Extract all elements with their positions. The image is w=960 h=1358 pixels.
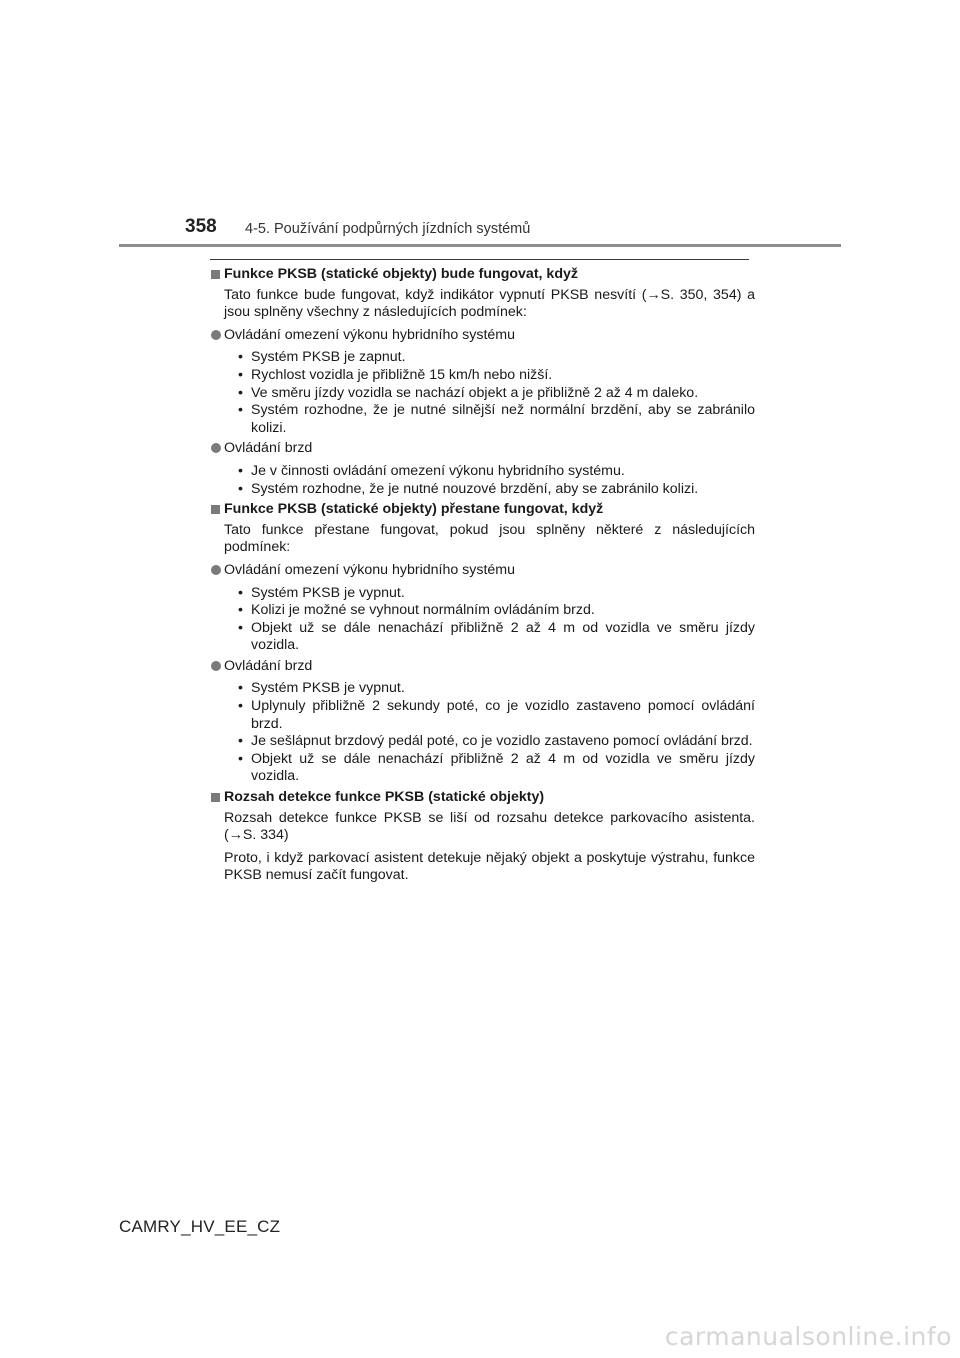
bullet-icon: • <box>238 750 243 767</box>
bullet-list <box>210 680 755 786</box>
circle-icon <box>211 661 221 671</box>
section <box>210 266 755 498</box>
subsection-title-text: Ovládání brzd <box>224 440 313 457</box>
list-item-text: Objekt už se dále nenachází přibližně 2 až 4 m od vozidla ve směru jízdy vozidla. <box>251 750 755 785</box>
header-divider <box>119 244 841 247</box>
bullet-icon: • <box>238 733 243 750</box>
footer-code: CAMRY_HV_EE_CZ <box>119 1217 281 1236</box>
bullet-icon: • <box>238 619 243 636</box>
list-item <box>238 733 755 751</box>
paragraph: Rozsah detekce funkce PKSB se liší od rozsahu detekce parkovacího asistenta. (→S. 334) <box>224 809 755 844</box>
list-item-text: Systém PKSB je vypnut. <box>251 584 405 601</box>
list-item <box>238 680 755 698</box>
list-item-text: Systém PKSB je zapnut. <box>251 349 406 366</box>
bullet-icon: • <box>238 402 243 419</box>
section-title <box>210 789 755 807</box>
list-item <box>238 349 755 367</box>
bullet-icon: • <box>238 584 243 601</box>
list-item-text: Uplynuly přibližně 2 sekundy poté, co je vozidlo zastaveno pomocí ovládání brzd. <box>251 698 755 732</box>
bullet-list <box>210 585 755 655</box>
subsection-title <box>210 327 755 345</box>
list-item <box>238 585 755 603</box>
list-item <box>238 367 755 385</box>
subsection-title <box>210 562 755 580</box>
list-item-text: Kolizi je možné se vyhnout normálním ovládáním brzd. <box>251 602 595 619</box>
list-item <box>238 698 755 733</box>
list-item-text: Systém rozhodne, že je nutné nouzové brzdění, aby se zabránilo kolizi. <box>251 480 699 497</box>
list-item <box>238 385 755 403</box>
list-item-text: Rychlost vozidla je přibližně 15 km/h nebo nižší. <box>251 366 553 383</box>
subsection-title-text: Ovládání omezení výkonu hybridního systému <box>224 561 515 578</box>
bullet-icon: • <box>238 384 243 401</box>
circle-icon <box>211 565 221 575</box>
list-item <box>238 620 755 655</box>
section <box>210 501 755 786</box>
subsection-title-text: Ovládání omezení výkonu hybridního systému <box>224 326 515 343</box>
subsection-title-text: Ovládání brzd <box>224 657 313 674</box>
document-body <box>210 266 755 890</box>
list-item-text: Je sešlápnut brzdový pedál poté, co je vozidlo zastaveno pomocí ovládání brzd. <box>251 733 753 750</box>
list-item-text: Systém rozhodne, že je nutné silnější než normální brzdění, aby se zabránilo kolizi. <box>251 402 755 436</box>
list-item <box>238 602 755 620</box>
list-item-text: Ve směru jízdy vozidla se nachází objekt a je přibližně 2 až 4 m daleko. <box>251 384 699 401</box>
section-title-text: Funkce PKSB (statické objekty) bude fungovat, když <box>224 266 578 282</box>
circle-icon <box>211 443 221 453</box>
bullet-icon: • <box>238 366 243 383</box>
chapter-title: 4-5. Používání podpůrných jízdních systémů <box>245 221 531 237</box>
paragraph: Tato funkce přestane fungovat, pokud jsou splněny některé z následujících podmínek: <box>224 521 755 556</box>
subsection-title <box>210 440 755 458</box>
bullet-list <box>210 463 755 498</box>
list-item <box>238 751 755 786</box>
list-item <box>238 481 755 499</box>
section <box>210 789 755 885</box>
bullet-icon: • <box>238 349 243 366</box>
section-title-text: Rozsah detekce funkce PKSB (statické objekty) <box>224 789 545 806</box>
watermark: carmanualsonline.info <box>664 1322 952 1351</box>
section-title <box>210 266 755 284</box>
list-item <box>238 402 755 437</box>
circle-icon <box>211 330 221 340</box>
list-item-text: Je v činnosti ovládání omezení výkonu hybridního systému. <box>251 462 625 479</box>
section-title-text: Funkce PKSB (statické objekty) přestane fungovat, když <box>224 501 604 518</box>
page-header <box>0 0 960 250</box>
subsection-title <box>210 658 755 676</box>
paragraph: Tato funkce bude fungovat, když indikátor vypnutí PKSB nesvítí (→S. 350, 354) a jsou splněny všechny z následujících podmínek: <box>224 286 755 321</box>
section-title <box>210 501 755 519</box>
bullet-icon: • <box>238 462 243 479</box>
list-item <box>238 463 755 481</box>
bullet-icon: • <box>238 480 243 497</box>
square-icon <box>211 505 220 514</box>
list-item-text: Objekt už se dále nenachází přibližně 2 až 4 m od vozidla ve směru jízdy vozidla. <box>251 619 755 654</box>
bullet-list <box>210 349 755 437</box>
paragraph: Proto, i když parkovací asistent detekuje nějaký objekt a poskytuje výstrahu, funkce PKSB nemusí začít fungovat. <box>224 849 755 884</box>
square-icon <box>211 793 220 802</box>
section-divider <box>210 259 749 260</box>
page-number: 358 <box>185 216 217 237</box>
square-icon <box>211 270 220 279</box>
bullet-icon: • <box>238 698 243 715</box>
list-item-text: Systém PKSB je vypnut. <box>251 680 405 697</box>
bullet-icon: • <box>238 680 243 697</box>
bullet-icon: • <box>238 602 243 619</box>
